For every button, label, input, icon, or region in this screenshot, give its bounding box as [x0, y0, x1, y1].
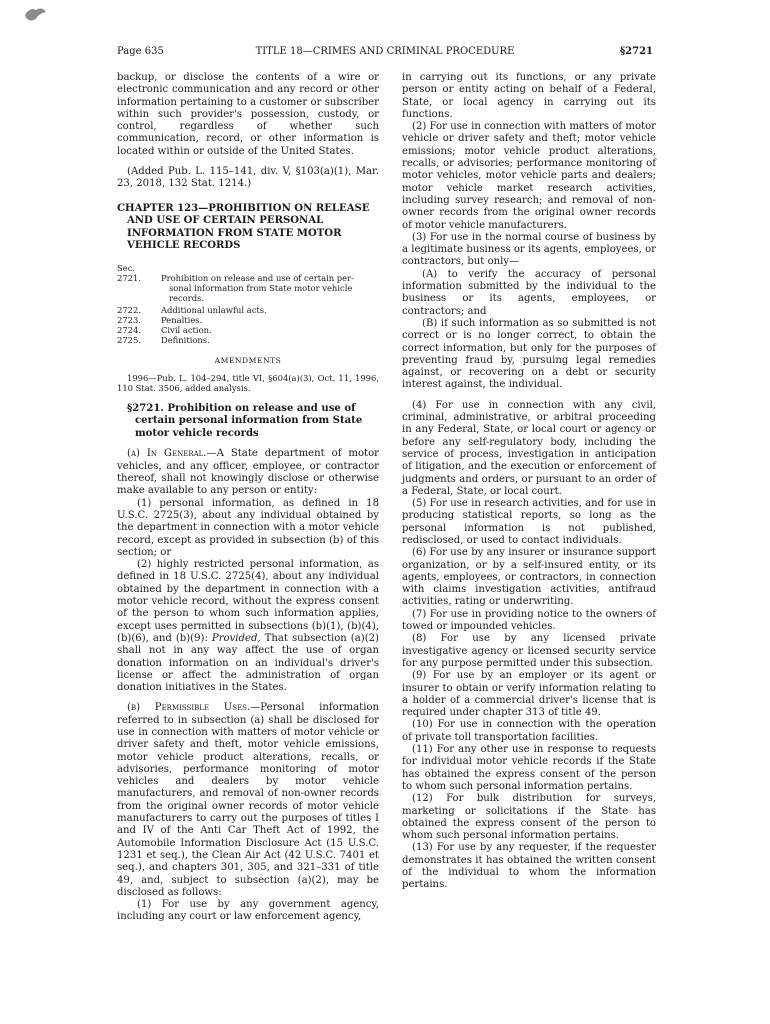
- section-analysis: [117, 263, 379, 345]
- toc-item: 2721. Prohibition on release and use of certain per- sonal information from State motor vehicle records.: [117, 272, 354, 303]
- toc-item: 2724. Civil action.: [117, 324, 212, 335]
- chapter-heading: CHAPTER 123—PROHIBITION ON RELEASE AND USE OF CERTAIN PERSONAL INFORMATION FROM STATE MOTOR VEHICLE RECORDS: [117, 202, 370, 252]
- left-column: [117, 72, 379, 924]
- paragraph-b2: (2) For use in connection with matters of motor vehicle or driver safety and theft; motor vehicle emissions; motor vehicle product alterations, recalls, or advisories; performance monitoring of motor vehicles, motor vehicle parts and dealers; motor vehicle market research activities, including survey research; and removal of non-owner records from the original owner records of motor vehicle manufacturers.: [402, 121, 656, 231]
- paragraph-b9: (9) For use by an employer or its agent or insurer to obtain or verify information relating to a holder of a commercial driver's license that is required under chapter 313 of title 49.: [402, 670, 656, 719]
- toc-item: 2722. Additional unlawful acts.: [117, 304, 267, 315]
- subsection-b: (b) Permissible Uses.—Personal information referred to in subsection (a) shall be disclosed for use in connection with matters of motor vehicle or driver safety and theft, motor vehicle emissions, motor vehicle product alterations, recalls, or advisories, performance monitoring of motor vehicles and dealers by motor vehicle manufacturers, and removal of non-owner records from the original owner records of motor vehicle manufacturers to carry out the purposes of titles I and IV of the Anti Car Theft Act of 1992, the Automobile Information Disclosure Act (15 U.S.C. 1231 et seq.), the Clean Air Act (42 U.S.C. 7401 et seq.), and chapters 301, 305, and 321–331 of title 49, and, subject to subsection (a)(2), may be disclosed as follows:: [117, 702, 379, 898]
- paragraph-b12: (12) For bulk distribution for surveys, marketing or solicitations if the State has obtained the express consent of the person to whom such personal information pertains.: [402, 793, 656, 842]
- paragraph-b3: (3) For use in the normal course of business by a legitimate business or its agents, employees, or contractors, but only—: [402, 231, 656, 268]
- paragraph-b1-continued: in carrying out its functions, or any private person or entity acting on behalf of a Federal, State, or local agency in carrying out its functions.: [402, 72, 656, 120]
- amendments-heading: AMENDMENTS: [214, 355, 282, 365]
- toc-item: 2723. Penalties.: [117, 314, 203, 325]
- source-credit: (Added Pub. L. 115–141, div. V, §103(a)(1), Mar. 23, 2018, 132 Stat. 1214.): [117, 166, 379, 190]
- running-header: [117, 46, 653, 60]
- paragraph-b6: (6) For use by any insurer or insurance support organization, or by a self-insured entity, or its agents, employees, or contractors, in connection with claims investigation activities, antifraud activities, rating or underwriting.: [402, 547, 656, 608]
- paragraph: backup, or disclose the contents of a wire or electronic communication and any record or other information pertaining to a customer or subscriber within such provider's possession, custody, or control, regardless of whether such communication, record, or other information is located within or outside of the United States.: [117, 72, 379, 157]
- paragraph-a2: (2) highly restricted personal information, as defined in 18 U.S.C. 2725(4), about any individual obtained by the department in connection with a motor vehicle record, without the express consent of the person to whom such information applies, except uses permitted in subsections (b)(1), (b)(4), (b)(6), and (b)(9): Provided, That subsection (a)(2) shall not in any way affect the use of organ donation information on an individual's driver's license or affect the administration of organ donation initiatives in the States.: [117, 559, 379, 694]
- running-section: §2721: [619, 46, 653, 57]
- paragraph-b13: (13) For use by any requester, if the requester demonstrates it has obtained the written consent of the individual to whom the information pertains.: [402, 842, 656, 891]
- toc-item: 2725. Definitions.: [117, 334, 210, 345]
- paragraph-b1: (1) For use by any government agency, including any court or law enforcement agency,: [117, 899, 379, 923]
- paragraph-b4: (4) For use in connection with any civil, criminal, administrative, or arbitral proceeding in any Federal, State, or local court or agency or before any self-regulatory body, including the service of process, investigation in anticipation of litigation, and the execution or enforcement of judgments and orders, or pursuant to an order of a Federal, State, or local court.: [402, 399, 656, 497]
- paragraph-b7: (7) For use in providing notice to the owners of towed or impounded vehicles.: [402, 608, 656, 633]
- gpo-authentication-seal: [22, 4, 78, 26]
- toc-sec-label: Sec.: [117, 262, 136, 273]
- running-title: TITLE 18—CRIMES AND CRIMINAL PROCEDURE: [255, 46, 515, 57]
- page-number: Page 635: [117, 46, 164, 57]
- paragraph-b10: (10) For use in connection with the operation of private toll transportation facilities.: [402, 719, 656, 743]
- section-heading: §2721. Prohibition on release and use of certain personal information from State motor vehicle records: [127, 402, 363, 439]
- subparagraph-b3a: (A) to verify the accuracy of personal information submitted by the individual to the business or its agents, employees, or contractors; and: [402, 268, 656, 317]
- right-column: [402, 72, 656, 892]
- paragraph-b11: (11) For any other use in response to requests for individual motor vehicle records if the State has obtained the express consent of the person to whom such personal information pertains.: [402, 744, 656, 792]
- subsection-a: (a) In General.—A State department of motor vehicles, and any officer, employee, or contractor thereof, shall not knowingly disclose or otherwise make available to any person or entity:: [117, 448, 379, 497]
- paragraph-b8: (8) For use by any licensed private investigative agency or licensed security service for any purpose permitted under this subsection.: [402, 633, 656, 669]
- subparagraph-b3b: (B) if such information as so submitted is not correct or is no longer correct, to obtain the correct information, but only for the purposes of preventing fraud by, pursuing legal remedies against, or recovering on a debt or security interest against, the individual.: [402, 317, 656, 391]
- amendment-note: 1996—Pub. L. 104–294, title VI, §604(a)(3), Oct. 11, 1996, 110 Stat. 3506, added analysis.: [117, 372, 379, 393]
- paragraph-b5: (5) For use in research activities, and for use in producing statistical reports, so long as the personal information is not published, redisclosed, or used to contact individuals.: [402, 498, 656, 546]
- eagle-seal-icon: [22, 4, 78, 26]
- paragraph-a1: (1) personal information, as defined in 18 U.S.C. 2725(3), about any individual obtained by the department in connection with a motor vehicle record, except as provided in subsection (b) of this section; or: [117, 497, 379, 558]
